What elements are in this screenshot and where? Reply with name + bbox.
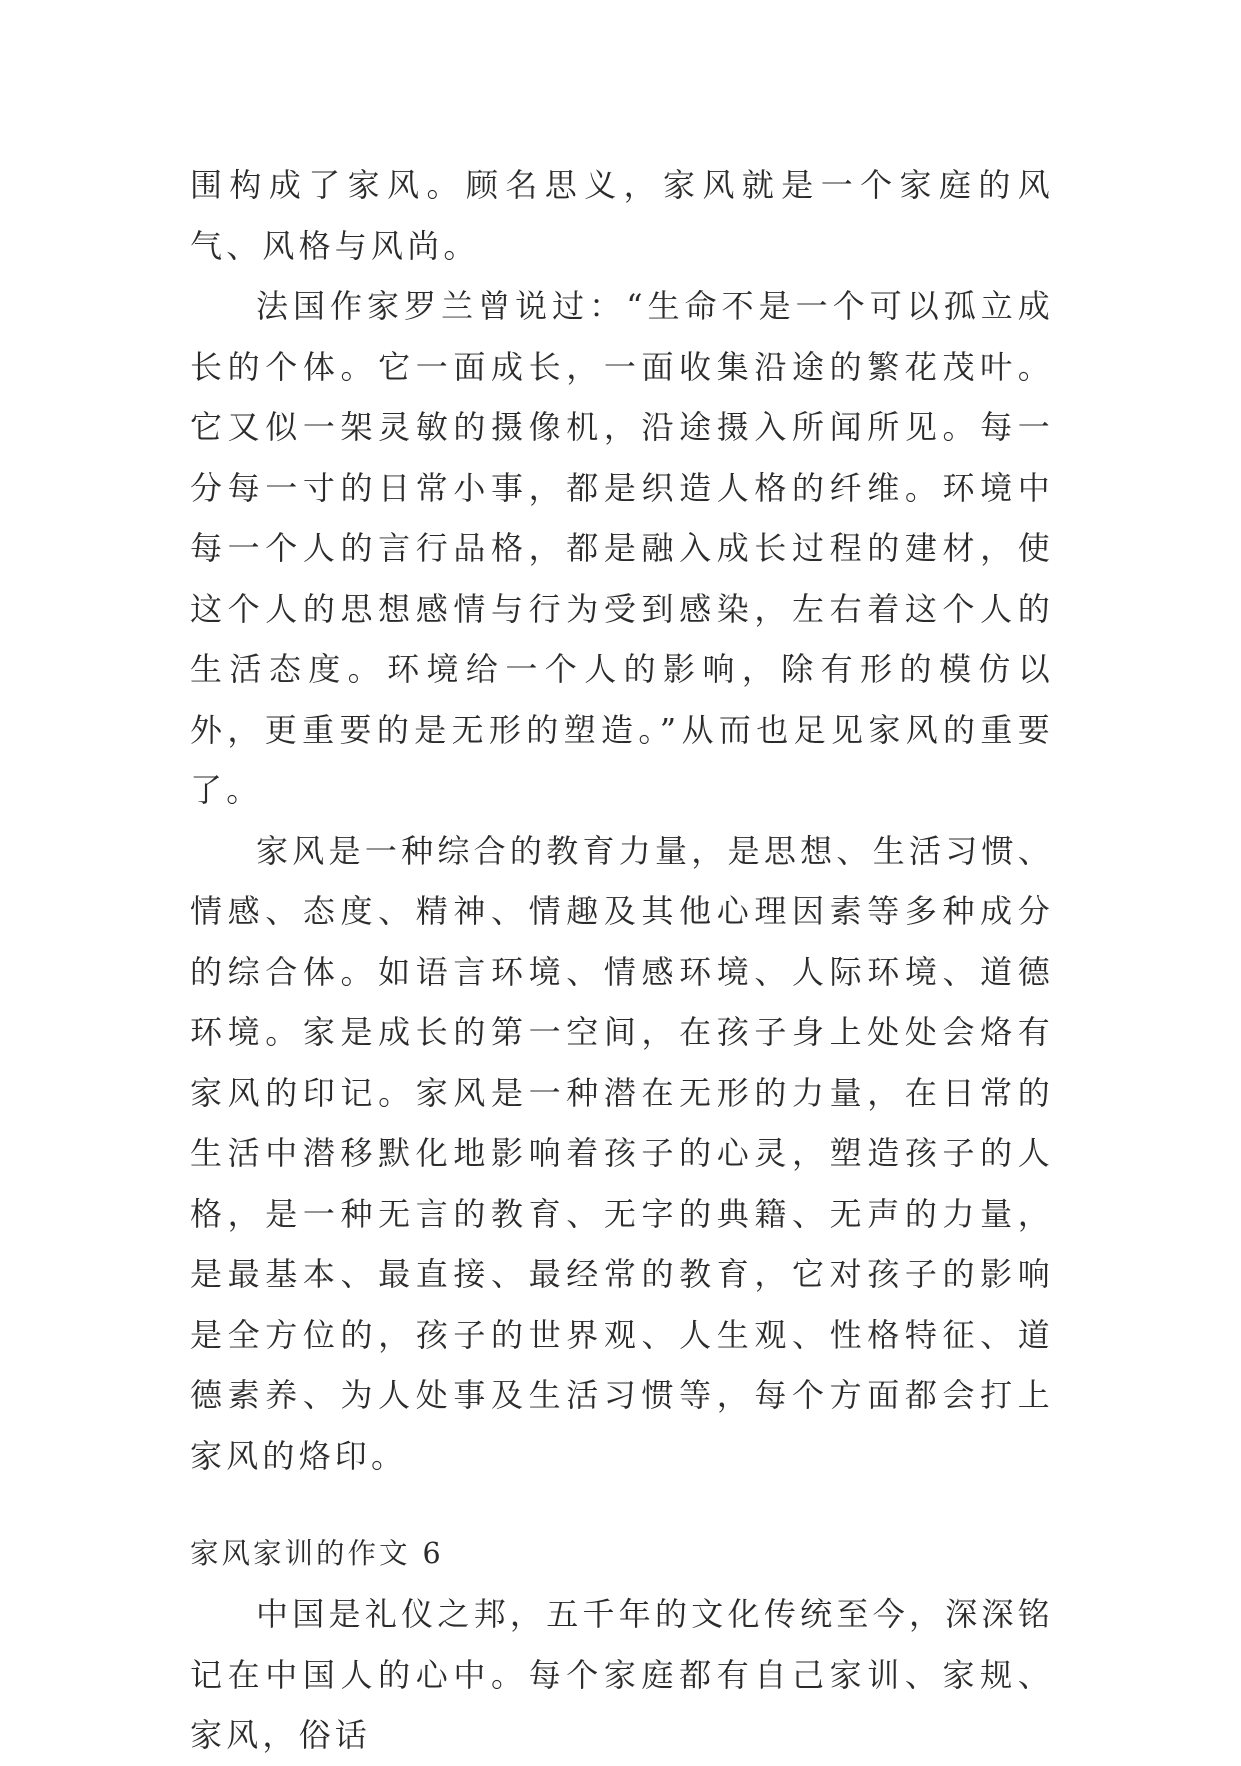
paragraph-romain-rolland-quote: 法国作家罗兰曾说过：“生命不是一个可以孤立成长的个体。它一面成长，一面收集沿途的繁花茂叶。它又似一架灵敏的摄像机，沿途摄入所闻所见。每一分每一寸的日常小事，都是织造人格的纤维。环境中每一个人的言行品格，都是融入成长过程的建材，使这个人的思想感情与行为受到感染，左右着这个人的生活态度。环境给一个人的影响，除有形的模仿以外，更重要的是无形的塑造。”从而也足见家风的重要了。 [190, 287, 1054, 809]
paragraph-family-style-education: 家风是一种综合的教育力量，是思想、生活习惯、情感、态度、精神、情趣及其他心理因素等多种成分的综合体。如语言环境、情感环境、人际环境、道德环境。家是成长的第一空间，在孩子身上处处会烙有家风的印记。家风是一种潜在无形的力量，在日常的生活中潜移默化地影响着孩子的心灵，塑造孩子的人格，是一种无言的教育、无字的典籍、无声的力量，是最基本、最直接、最经常的教育，它对孩子的影响是全方位的，孩子的世界观、人生观、性格特征、道德素养、为人处事及生活习惯等，每个方面都会打上家风的烙印。 [190, 831, 1054, 1475]
paragraph-continuation: 围构成了家风。顾名思义，家风就是一个家庭的风气、风格与风尚。 [190, 166, 1054, 265]
paragraph-section-intro: 中国是礼仪之邦，五千年的文化传统至今，深深铭记在中国人的心中。每个家庭都有自己家训、家规、家风，俗话 [190, 1595, 1054, 1754]
section-title: 家风家训的作文 6 [190, 1537, 444, 1570]
document-page [190, 155, 1054, 1766]
